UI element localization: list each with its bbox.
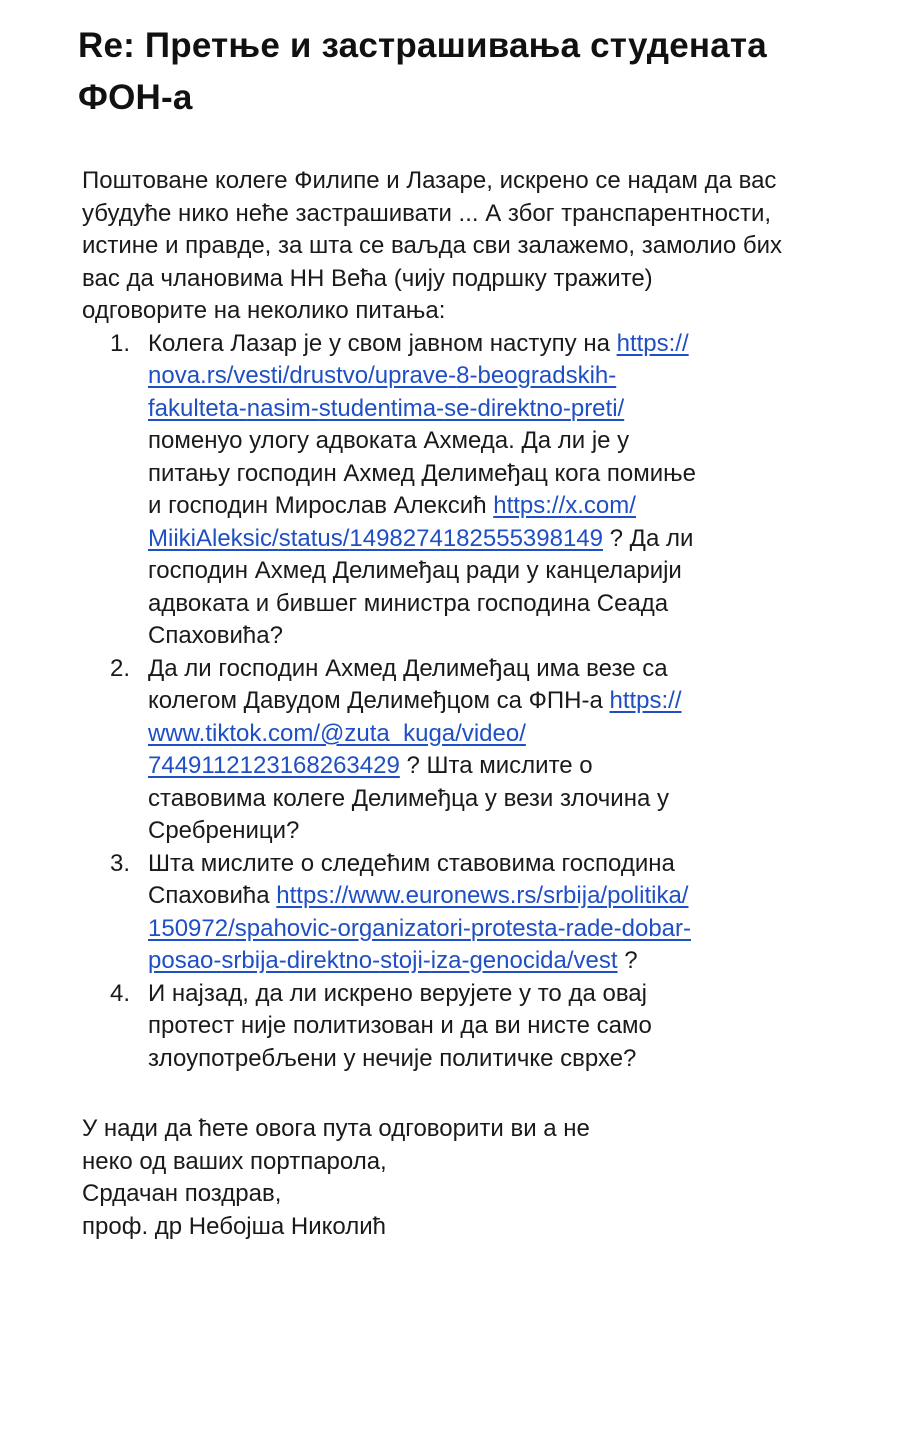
questions-list	[82, 328, 782, 1076]
question-4	[110, 978, 708, 1076]
signature: проф. др Небојша Николић	[82, 1212, 386, 1240]
email-closing	[82, 1113, 782, 1243]
question-text: ?	[617, 947, 638, 974]
question-number: 4.	[110, 979, 131, 1007]
question-text: ? Да ли господин Ахмед Делимеђац ради у канцеларији адвоката и бившег министра господина Сеада Спаховића?	[148, 524, 694, 649]
closing-line: неко од ваших портпарола,	[82, 1147, 387, 1175]
greeting-line: Срдачан поздрав,	[82, 1180, 282, 1207]
question-number: 3.	[110, 849, 131, 877]
email-subject: Re: Претње и застрашивања студената ФОН-а	[78, 26, 767, 117]
question-text: Шта мислите о следећим ставовима господина Спаховића	[148, 849, 675, 909]
question-text: И најзад, да ли искрено верујете у то да овај протест није политизован и да ви нисте само злоупотребљени у нечије политичке сврхе?	[148, 979, 652, 1072]
question-3	[110, 848, 708, 978]
euronews-link[interactable]: https://www.euronews.rs/srbija/politika/150972/spahovic-organizatori-protesta-rade-dobar-posao-srbija-direktno-stoji-iza-genocida/vest	[148, 882, 692, 974]
question-number: 2.	[110, 654, 131, 682]
x-com-link[interactable]: https://x.com/MiikiAleksic/status/1498274182555398149	[148, 492, 636, 552]
intro-paragraph: Поштоване колеге Филипе и Лазаре, искрено се надам да вас убудуће нико неће застрашивати ... А због транспарентности, истине и правде, за шта се ваљда сви залажемо, замолио бих вас да члановима НН Већа (чију подршку тражите) одговорите на неколико питања:	[82, 167, 782, 324]
question-1	[110, 328, 708, 653]
email-body	[82, 165, 782, 1243]
question-text: поменуо улогу адвоката Ахмеда. Да ли је у питању господин Ахмед Делимеђац кога помиње и господин Мирослав Алексић	[148, 427, 696, 519]
question-text: ? Шта мислите о ставовима колеге Делимеђца у вези злочина у Сребреници?	[148, 752, 669, 844]
question-text: Да ли господин Ахмед Делимеђац има везе са колегом Давудом Делимеђцом са ФПН-а	[148, 654, 668, 714]
question-text: Колега Лазар је у свом јавном наступу на	[148, 329, 617, 357]
question-2	[110, 653, 708, 848]
nova-rs-link[interactable]: https://nova.rs/vesti/drustvo/uprave-8-beogradskih-fakulteta-nasim-studentima-se-direktno-preti/	[148, 329, 689, 422]
closing-line: У нади да ћете овога пута одговорити ви а не	[82, 1115, 590, 1142]
question-number: 1.	[110, 329, 131, 357]
tiktok-link[interactable]: https://www.tiktok.com/@zuta_kuga/video/7449112123168263429	[148, 687, 682, 779]
